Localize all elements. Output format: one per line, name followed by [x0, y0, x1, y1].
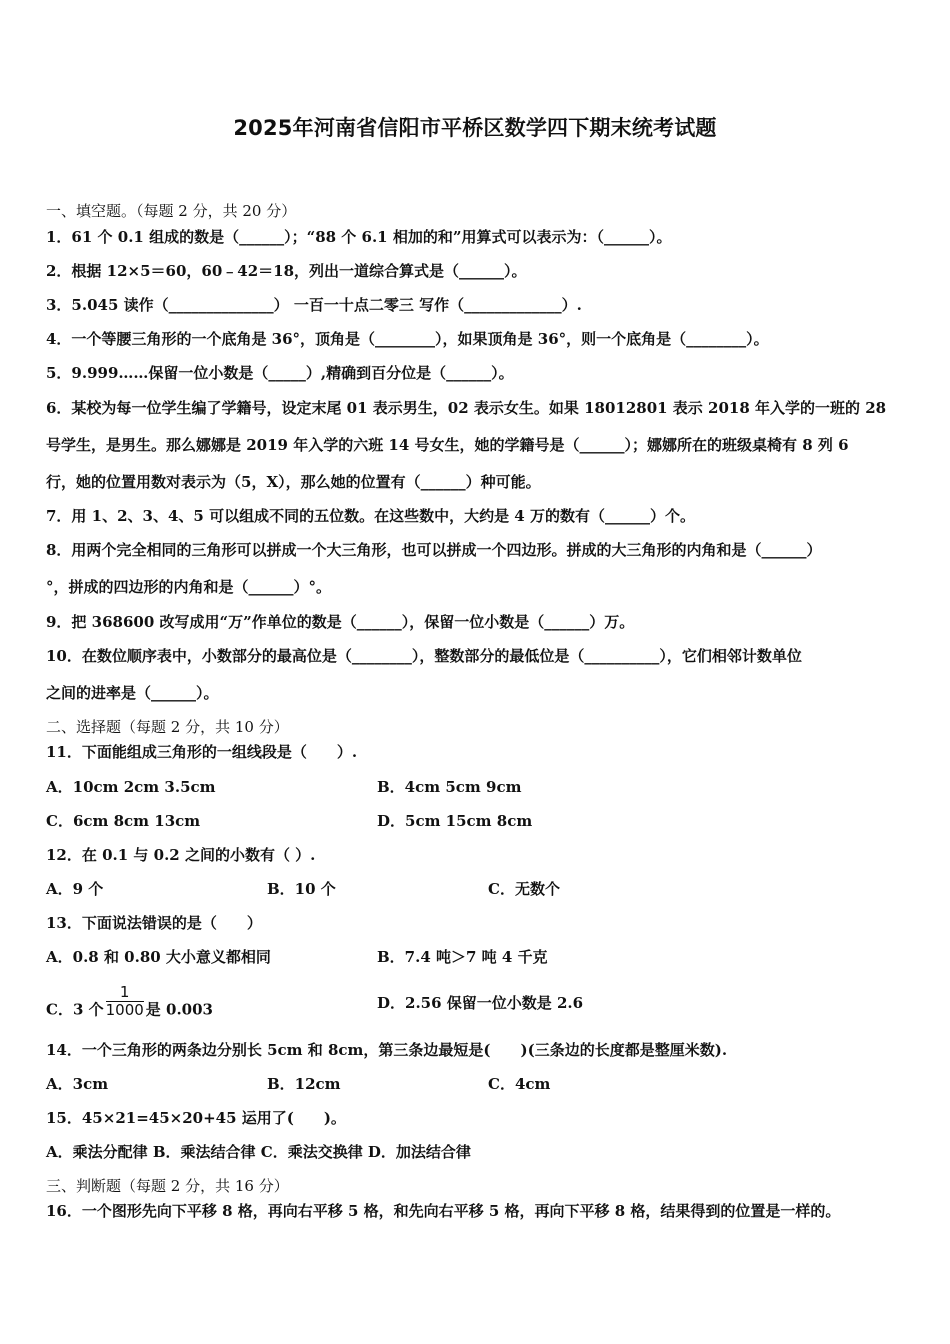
question-5: 5．9.999……保留一位小数是（_____）,精确到百分位是（______）。	[46, 364, 514, 382]
question-7: 7．用 1、2、3、4、5 可以组成不同的五位数。在这些数中，大约是 4 万的数有（______）个。	[46, 507, 695, 525]
question-15: 15．45×21=45×20+45 运用了( )。	[46, 1109, 346, 1127]
question-15-options: A．乘法分配律 B．乘法结合律 C．乘法交换律 D．加法结合律	[46, 1143, 471, 1161]
section-heading-true-false: 三、判断题（每题 2 分，共 16 分）	[46, 1177, 289, 1195]
question-13-option-c-prefix: C．3 个	[46, 1000, 104, 1019]
question-14-option-c: C．4cm	[488, 1075, 551, 1093]
question-14-option-a: A．3cm	[46, 1075, 109, 1093]
fraction-one-thousandth	[106, 984, 144, 1019]
question-11-option-c: C．6cm 8cm 13cm	[46, 812, 201, 830]
question-8-line-1: 8．用两个完全相同的三角形可以拼成一个大三角形，也可以拼成一个四边形。拼成的大三角形的内角和是（______）	[46, 541, 822, 559]
question-6-line-3: 行，她的位置用数对表示为（5，X），那么她的位置有（______）种可能。	[46, 473, 541, 491]
fraction-numerator: 1	[106, 984, 144, 1002]
question-9: 9．把 368600 改写成用“万”作单位的数是（______），保留一位小数是（______）万。	[46, 613, 635, 631]
question-11-option-a: A．10cm 2cm 3.5cm	[46, 778, 216, 796]
question-10-line-1: 10．在数位顺序表中，小数部分的最高位是（________），整数部分的最低位是（__________），它们相邻计数单位	[46, 647, 802, 665]
question-10-line-2: 之间的进率是（______）。	[46, 684, 219, 702]
question-13-option-b: B．7.4 吨＞7 吨 4 千克	[377, 948, 548, 966]
section-heading-fill-blank: 一、填空题。（每题 2 分，共 20 分）	[46, 202, 297, 220]
question-4: 4．一个等腰三角形的一个底角是 36°，顶角是（________），如果顶角是 36°，则一个底角是（________）。	[46, 330, 769, 348]
question-6-line-2: 号学生，是男生。那么娜娜是 2019 年入学的六班 14 号女生，她的学籍号是（______）；娜娜所在的班级桌椅有 8 列 6	[46, 436, 849, 454]
question-11-option-d: D．5cm 15cm 8cm	[377, 812, 533, 830]
question-16: 16．一个图形先向下平移 8 格，再向右平移 5 格，和先向右平移 5 格，再向下平移 8 格，结果得到的位置是一样的。	[46, 1202, 841, 1220]
question-13-option-c-suffix: 是 0.003	[145, 1000, 213, 1019]
question-13-option-a: A．0.8 和 0.80 大小意义都相同	[46, 948, 271, 966]
question-13: 13．下面说法错误的是（ ）	[46, 914, 262, 932]
question-3: 3．5.045 读作（______________） 一百一十点二零三 写作（_____________）.	[46, 296, 582, 314]
question-13-option-d: D．2.56 保留一位小数是 2.6	[377, 994, 584, 1012]
question-11: 11．下面能组成三角形的一组线段是（ ）.	[46, 743, 358, 761]
question-14-option-b: B．12cm	[267, 1075, 341, 1093]
question-8-line-2: °，拼成的四边形的内角和是（______）°。	[46, 578, 332, 596]
question-13-option-c	[46, 983, 213, 1028]
question-2: 2．根据 12×5＝60，60﹣42＝18，列出一道综合算式是（______）。	[46, 262, 527, 280]
question-14: 14．一个三角形的两条边分别长 5cm 和 8cm，第三条边最短是( )(三条边的长度都是整厘米数).	[46, 1041, 728, 1059]
question-11-option-b: B．4cm 5cm 9cm	[377, 778, 522, 796]
question-12-option-c: C．无数个	[488, 880, 560, 898]
question-1: 1．61 个 0.1 组成的数是（______）；“88 个 6.1 相加的和”用算式可以表示为：（______）。	[46, 228, 672, 246]
page-title: 2025年河南省信阳市平桥区数学四下期末统考试题	[233, 116, 717, 140]
question-12-option-a: A．9 个	[46, 880, 104, 898]
question-12-option-b: B．10 个	[267, 880, 336, 898]
question-6-line-1: 6．某校为每一位学生编了学籍号，设定末尾 01 表示男生，02 表示女生。如果 18012801 表示 2018 年入学的一班的 28	[46, 399, 887, 417]
section-heading-choice: 二、选择题（每题 2 分，共 10 分）	[46, 718, 289, 736]
fraction-denominator: 1000	[105, 1001, 144, 1019]
question-12: 12．在 0.1 与 0.2 之间的小数有（ ）.	[46, 846, 316, 864]
